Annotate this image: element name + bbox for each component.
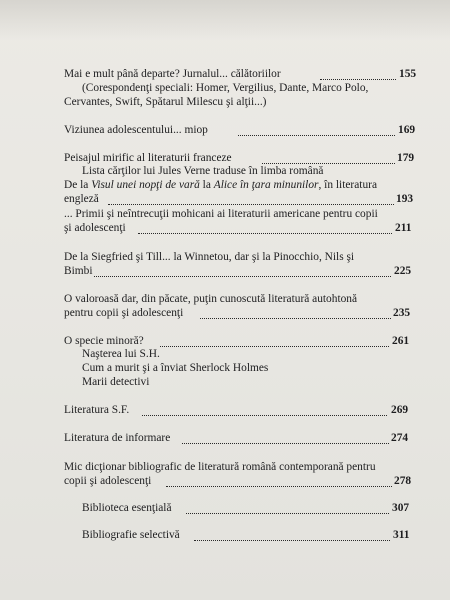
toc-page-number: 261 (392, 335, 410, 347)
toc-subentry: Lista cărţilor lui Jules Verne traduse în limba română (82, 165, 324, 177)
toc-entry-continuation: engleză (64, 193, 99, 205)
toc-entry-title: Mic dicţionar bibliografic de literatură română contemporană pentru (64, 461, 376, 473)
toc-subentry: Naşterea lui S.H. (82, 348, 160, 360)
toc-subentry: Cum a murit şi a înviat Sherlock Holmes (82, 362, 269, 374)
dot-leader (142, 415, 387, 416)
toc-page-number: 193 (396, 193, 414, 205)
dot-leader (238, 135, 395, 136)
toc-entry-continuation: pentru copii şi adolescenţi (64, 307, 184, 319)
dot-leader (138, 233, 392, 234)
toc-page-number: 278 (394, 475, 412, 487)
toc-entry-title: Literatura de informare (64, 432, 171, 444)
toc-entry-title: ... Primii şi neîntrecuţii mohicani ai literaturii americane pentru copii (64, 208, 378, 220)
toc-page-number: 274 (391, 432, 409, 444)
toc-page-number: 307 (392, 502, 410, 514)
toc-entry-title: O specie minoră? (64, 335, 144, 347)
toc-page-number: 155 (399, 68, 417, 80)
toc-page-number: 225 (394, 265, 412, 277)
toc-entry-continuation: copii şi adolescenţi (64, 475, 152, 487)
toc-entry-continuation: şi adolescenţi (64, 222, 126, 234)
toc-entry-subtitle: (Corespondenţi speciali: Homer, Vergilius, Dante, Marco Polo, (82, 82, 369, 94)
toc-entry-title: Literatura S.F. (64, 404, 130, 416)
dot-leader (186, 513, 389, 514)
toc-subentry: Marii detectivi (82, 376, 150, 388)
toc-entry-title: Bibliografie selectivă (82, 529, 180, 541)
toc-entry-continuation: Bimbi (64, 265, 93, 277)
toc-page-number: 169 (398, 124, 416, 136)
dot-leader (262, 163, 395, 164)
toc-page-number: 179 (397, 152, 415, 164)
toc-entry-title: Peisajul mirific al literaturii franceze (64, 152, 232, 164)
toc-entry-title: Biblioteca esenţială (82, 502, 172, 514)
dot-leader (160, 346, 389, 347)
toc-page-number: 311 (393, 529, 410, 541)
dot-leader (182, 443, 389, 444)
dot-leader (166, 486, 392, 487)
toc-entry-title: O valoroasă dar, din păcate, puţin cunoscută literatură autohtonă (64, 293, 358, 305)
dot-leader (94, 276, 391, 277)
toc-entry-subtitle: Cervantes, Swift, Spătarul Milescu şi alţii...) (64, 96, 267, 108)
toc-entry-title: Mai e mult până departe? Jurnalul... călătoriilor (64, 68, 281, 80)
toc-page-number: 211 (395, 222, 412, 234)
toc-entry-title: Viziunea adolescentului... miop (64, 124, 208, 136)
dot-leader (108, 204, 394, 205)
dot-leader (320, 79, 396, 80)
toc-page-number: 235 (393, 307, 411, 319)
dot-leader (194, 540, 390, 541)
toc-entry-title: De la Siegfried şi Till... la Winnetou, dar şi la Pinocchio, Nils şi (64, 251, 355, 263)
toc-entry-title: De la Visul unei nopţi de vară la Alice în ţara minunilor, în literatura (64, 179, 377, 191)
dot-leader (200, 318, 391, 319)
page-top-shadow (0, 0, 450, 40)
toc-page-number: 269 (391, 404, 409, 416)
